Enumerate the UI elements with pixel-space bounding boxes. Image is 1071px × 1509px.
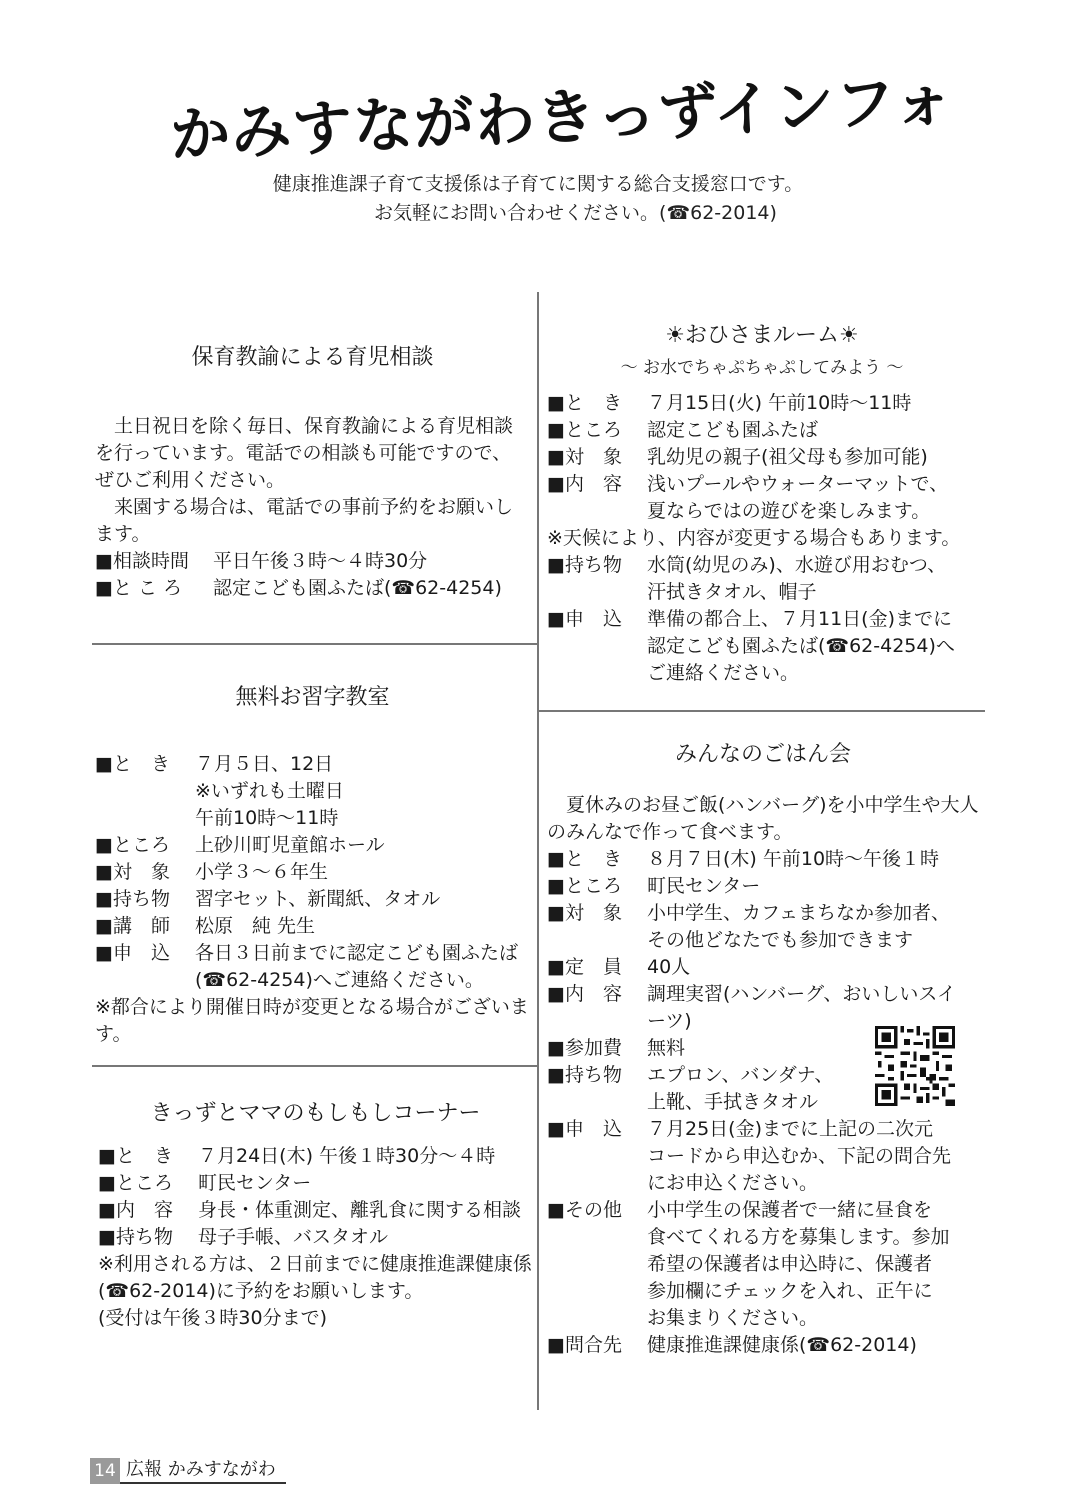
row-label: ■内 容 (547, 473, 622, 495)
row-value: 小中学生、カフェまちなか参加者、 その他どなたでも参加できます (647, 902, 951, 951)
column-divider (537, 292, 539, 1410)
row-value: 40人 (647, 956, 691, 978)
row-label: ■と き (98, 1145, 173, 1167)
row-label: ■と き (547, 392, 622, 414)
row-value: 身長・体重測定、離乳食に関する相談 (198, 1199, 522, 1221)
page-footer (90, 1458, 286, 1484)
info-row (547, 954, 979, 981)
row-value: 上砂川町児童館ホール (195, 834, 385, 856)
section-title: ☀おひさまルーム☀ (665, 323, 859, 348)
row-label: ■定 員 (547, 956, 622, 978)
paragraph: 来園する場合は、電話での事前予約をお願いします。 (95, 496, 514, 545)
subtitle-line-1: 健康推進課子育て支援係は子育てに関する総合支援窓口です。 (272, 173, 804, 195)
paragraph: 土日祝日を除く毎日、保育教諭による育児相談を行っています。電話での相談も可能ですので、ぜひご利用ください。 (95, 415, 514, 491)
publication-name: 広報 かみすながわ (120, 1459, 286, 1484)
section-childcare-consultation (95, 340, 530, 602)
info-row (95, 548, 530, 575)
subtitle-line-2: お気軽にお問い合わせください。(☎62-2014) (374, 202, 777, 224)
info-row (547, 846, 979, 873)
qr-code-icon[interactable] (875, 1026, 955, 1106)
row-value: 松原 純 先生 (195, 915, 316, 937)
row-value: 町民センター (198, 1172, 312, 1194)
row-value: 小学３～６年生 (195, 861, 329, 883)
info-row (95, 859, 530, 886)
row-label: ■ところ (547, 875, 622, 897)
row-value: エプロン、バンダナ、 上靴、手拭きタオル (647, 1064, 834, 1113)
row-label: ■対 象 (547, 902, 622, 924)
row-value: ７月24日(木) 午後１時30分～４時 (198, 1145, 496, 1167)
info-row (95, 940, 530, 994)
row-label: ■ところ (547, 419, 622, 441)
row-value: ７月５日、12日 ※いずれも土曜日 午前10時～11時 (195, 753, 344, 829)
row-label: ■申 込 (547, 1118, 622, 1140)
info-row (95, 913, 530, 940)
info-row (95, 886, 530, 913)
row-label: ■内 容 (98, 1199, 173, 1221)
row-label: ■相談時間 (95, 550, 189, 572)
row-label: ■申 込 (95, 942, 170, 964)
info-row (547, 1197, 979, 1332)
row-label: ■ところ (98, 1172, 173, 1194)
info-row (547, 606, 977, 687)
section-title: 保育教諭による育児相談 (191, 345, 434, 370)
row-label: ■参加費 (547, 1037, 622, 1059)
row-label: ■と こ ろ (95, 577, 183, 599)
info-row (547, 444, 977, 471)
info-row (547, 471, 977, 525)
divider-right-1 (538, 710, 985, 712)
row-label: ■問合先 (547, 1334, 622, 1356)
row-value: 水筒(幼児のみ)、水遊び用おむつ、 汗拭きタオル、帽子 (647, 554, 947, 603)
row-label: ■ところ (95, 834, 170, 856)
row-value: 母子手帳、バスタオル (198, 1226, 389, 1248)
row-label: ■持ち物 (547, 554, 622, 576)
row-label: ■と き (95, 753, 170, 775)
row-value: 乳幼児の親子(祖父母も参加可能) (647, 446, 928, 468)
row-label: ■と き (547, 848, 622, 870)
row-label: ■申 込 (547, 608, 622, 630)
info-row (547, 390, 977, 417)
row-value: 認定こども園ふたば (647, 419, 819, 441)
row-value: 準備の都合上、７月11日(金)までに 認定こども園ふたば(☎62-4254)へ ご連絡ください。 (647, 608, 955, 684)
row-label: ■持ち物 (547, 1064, 622, 1086)
row-value: 平日午後３時～４時30分 (213, 550, 428, 572)
section-subtitle: ～ お水でちゃぷちゃぷしてみよう ～ (620, 358, 904, 378)
row-value: 健康推進課健康係(☎62-2014) (647, 1334, 917, 1356)
divider-left-1 (92, 643, 538, 645)
row-value: 町民センター (647, 875, 761, 897)
info-row (95, 751, 530, 832)
row-label: ■持ち物 (98, 1226, 173, 1248)
header-subtitle (0, 170, 1071, 228)
info-row (98, 1170, 533, 1197)
info-row (547, 1116, 979, 1197)
row-label: ■対 象 (95, 861, 170, 883)
info-row (95, 575, 530, 602)
row-label: ■内 容 (547, 983, 622, 1005)
page-number: 14 (90, 1458, 120, 1484)
row-value: 浅いプールやウォーターマットで、 夏ならではの遊びを楽しみます。 (647, 473, 949, 522)
row-value: 各日３日前までに認定こども園ふたば (☎62-4254)へご連絡ください。 (195, 942, 519, 991)
info-row (547, 900, 979, 954)
divider-left-2 (92, 1065, 538, 1067)
row-value: 無料 (647, 1037, 686, 1059)
info-row (547, 552, 977, 606)
page-title: かみすながわきっずインフォ (168, 65, 956, 171)
paragraph: 夏休みのお昼ご飯(ハンバーグ)を小中学生や大人のみんなで作って食べます。 (547, 794, 979, 843)
row-value: 習字セット、新聞紙、タオル (195, 888, 441, 910)
info-row (98, 1224, 533, 1251)
section-title: みんなのごはん会 (674, 742, 851, 767)
row-value: 小中学生の保護者で一緒に昼食を 食べてくれる方を募集します。参加 希望の保護者は申込時に、保護者 参加欄にチェックを入れ、正午に お集まりください。 (647, 1199, 950, 1329)
note: ※都合により開催日時が変更となる場合がございます。 (95, 996, 529, 1045)
info-row (547, 873, 979, 900)
note: ※天候により、内容が変更する場合もあります。 (547, 527, 961, 549)
section-title: 無料お習字教室 (235, 685, 390, 710)
row-label: ■対 象 (547, 446, 622, 468)
note: (受付は午後３時30分まで) (98, 1307, 328, 1329)
section-title: きっずとママのもしもしコーナー (150, 1101, 481, 1126)
section-ohisama-room (547, 318, 977, 687)
row-value: ７月25日(金)までに上記の二次元 コードから申込むか、下記の問合先 にお申込ください。 (647, 1118, 952, 1194)
row-value: 認定こども園ふたば(☎62-4254) (213, 577, 502, 599)
row-label: ■その他 (547, 1199, 622, 1221)
row-value: ８月７日(木) 午前10時～午後１時 (647, 848, 940, 870)
row-value: ７月15日(火) 午前10時～11時 (647, 392, 912, 414)
info-row (547, 1332, 979, 1359)
info-row (95, 832, 530, 859)
row-label: ■持ち物 (95, 888, 170, 910)
info-row (547, 417, 977, 444)
info-row (98, 1143, 533, 1170)
note: ※利用される方は、２日前までに健康推進課健康係(☎62-2014)に予約をお願いします。 (98, 1253, 532, 1302)
row-value: 調理実習(ハンバーグ、おいしいスイ ーツ) (647, 983, 956, 1032)
row-label: ■講 師 (95, 915, 170, 937)
info-row (98, 1197, 533, 1224)
section-kids-mama-corner (98, 1096, 533, 1332)
section-calligraphy-class (95, 680, 530, 1048)
